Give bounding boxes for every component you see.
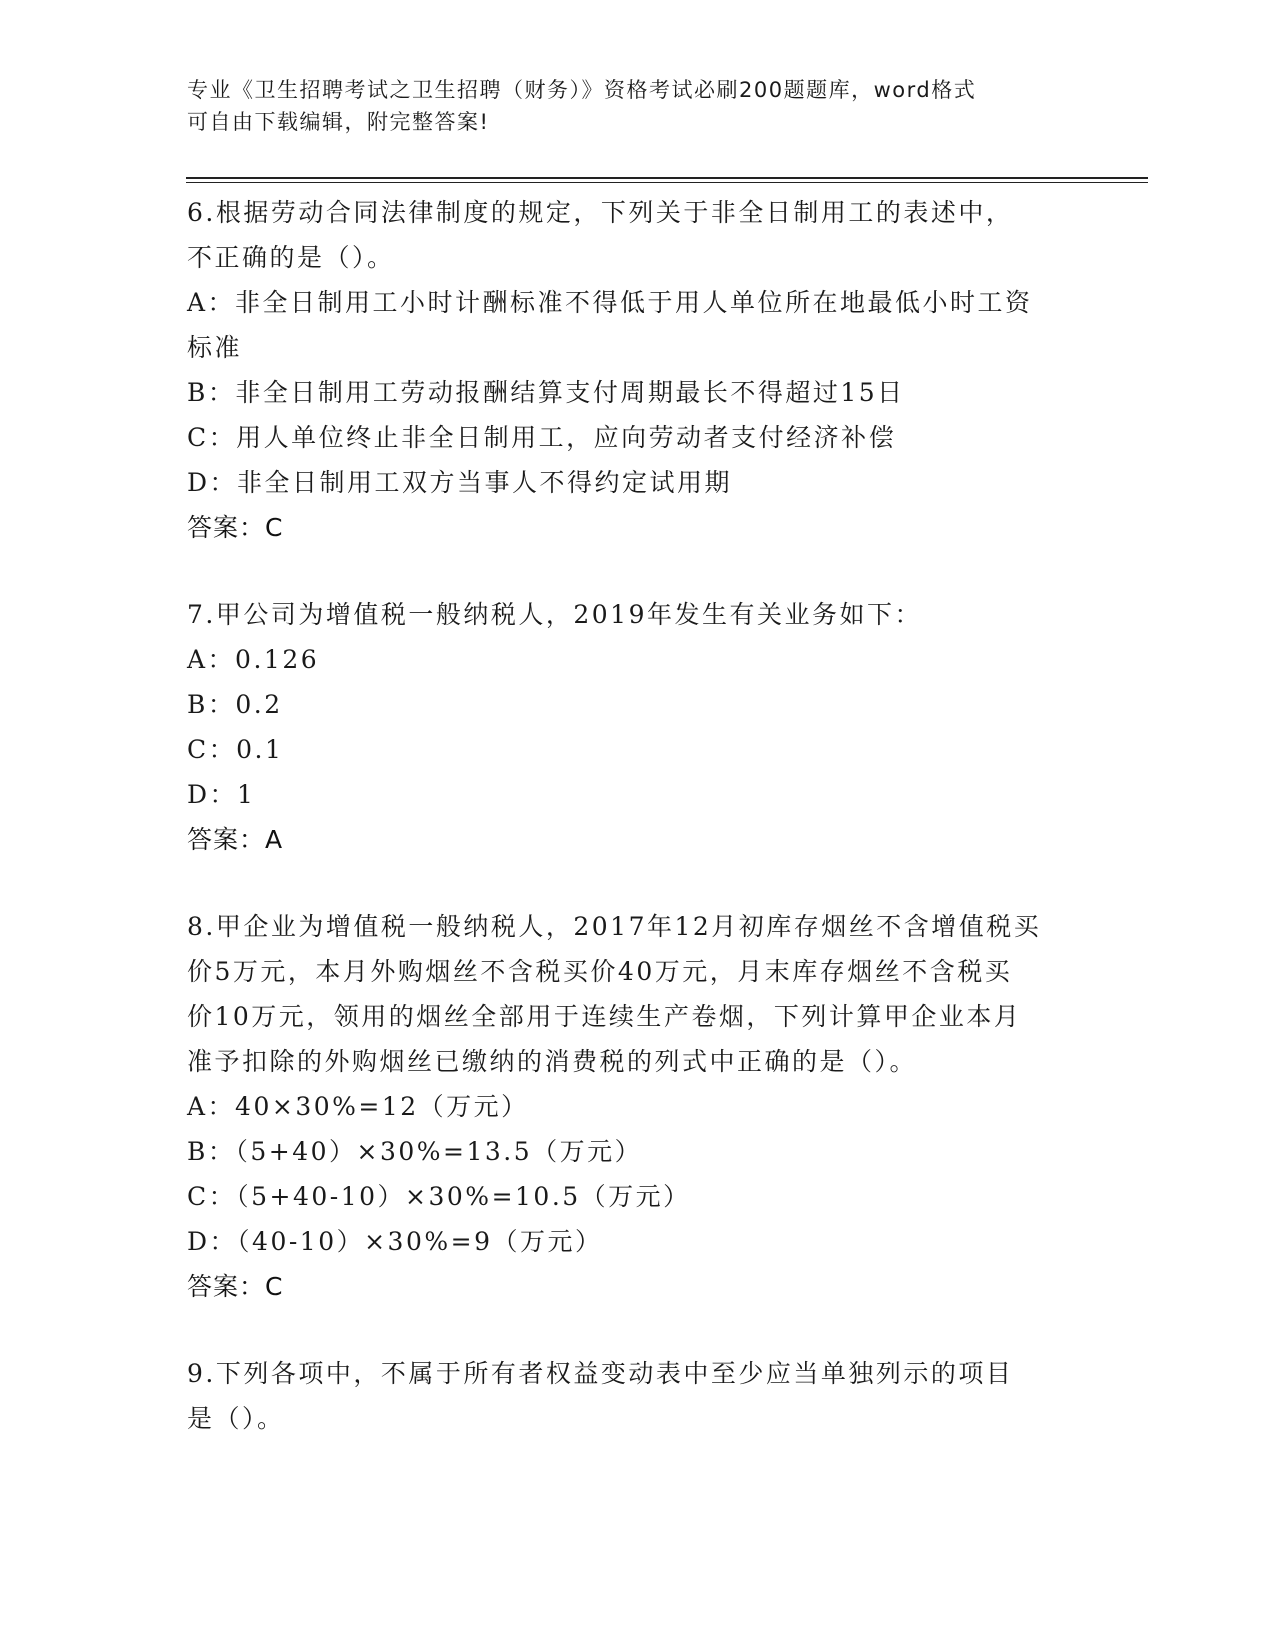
question-stem-line: 价10万元，领用的烟丝全部用于连续生产卷烟，下列计算甲企业本月 (187, 1002, 1022, 1031)
option-b: B：非全日制用工劳动报酬结算支付周期最长不得超过15日 (187, 378, 905, 407)
option-c: C：用人单位终止非全日制用工，应向劳动者支付经济补偿 (187, 423, 897, 452)
option-a: A：非全日制用工小时计酬标准不得低于用人单位所在地最低小时工资 (187, 288, 1033, 317)
header-line-1: 专业《卫生招聘考试之卫生招聘（财务）》资格考试必刷200题题库，word格式 (187, 78, 977, 102)
question-list (187, 190, 1087, 1483)
header-divider-thick (186, 177, 1148, 179)
option-a: A：0.126 (187, 645, 320, 674)
header-divider-thin (186, 182, 1148, 183)
option-a-continued: 标准 (187, 333, 243, 362)
question-6 (187, 190, 1087, 550)
option-a: A：40×30%=12（万元） (187, 1092, 529, 1121)
option-d: D：1 (187, 780, 256, 809)
question-stem-line: 7.甲公司为增值税一般纳税人，2019年发生有关业务如下： (187, 600, 922, 629)
question-8 (187, 904, 1087, 1309)
question-9 (187, 1351, 1087, 1441)
option-b: B：0.2 (187, 690, 283, 719)
option-d: D：非全日制用工双方当事人不得约定试用期 (187, 468, 733, 497)
option-c: C：（5+40-10）×30%=10.5（万元） (187, 1182, 691, 1211)
header-line-2: 可自由下载编辑，附完整答案! (187, 110, 490, 134)
option-c: C：0.1 (187, 735, 284, 764)
option-b: B：（5+40）×30%=13.5（万元） (187, 1137, 643, 1166)
question-7 (187, 592, 1087, 862)
answer-label: 答案：C (187, 1272, 284, 1301)
answer-label: 答案：C (187, 513, 284, 542)
option-d: D：（40-10）×30%=9（万元） (187, 1227, 603, 1256)
question-stem-line: 9.下列各项中，不属于所有者权益变动表中至少应当单独列示的项目 (187, 1359, 1014, 1388)
answer-label: 答案：A (187, 825, 284, 854)
question-stem-line: 6.根据劳动合同法律制度的规定，下列关于非全日制用工的表述中， (187, 198, 1014, 227)
document-header (187, 74, 1087, 138)
question-stem-line: 不正确的是（）。 (187, 243, 395, 272)
question-stem-line: 价5万元，本月外购烟丝不含税买价40万元，月末库存烟丝不含税买 (187, 957, 1013, 986)
question-stem-line: 8.甲企业为增值税一般纳税人，2017年12月初库存烟丝不含增值税买 (187, 912, 1042, 941)
question-stem-line: 是（）。 (187, 1404, 285, 1433)
question-stem-line: 准予扣除的外购烟丝已缴纳的消费税的列式中正确的是（）。 (187, 1047, 918, 1076)
